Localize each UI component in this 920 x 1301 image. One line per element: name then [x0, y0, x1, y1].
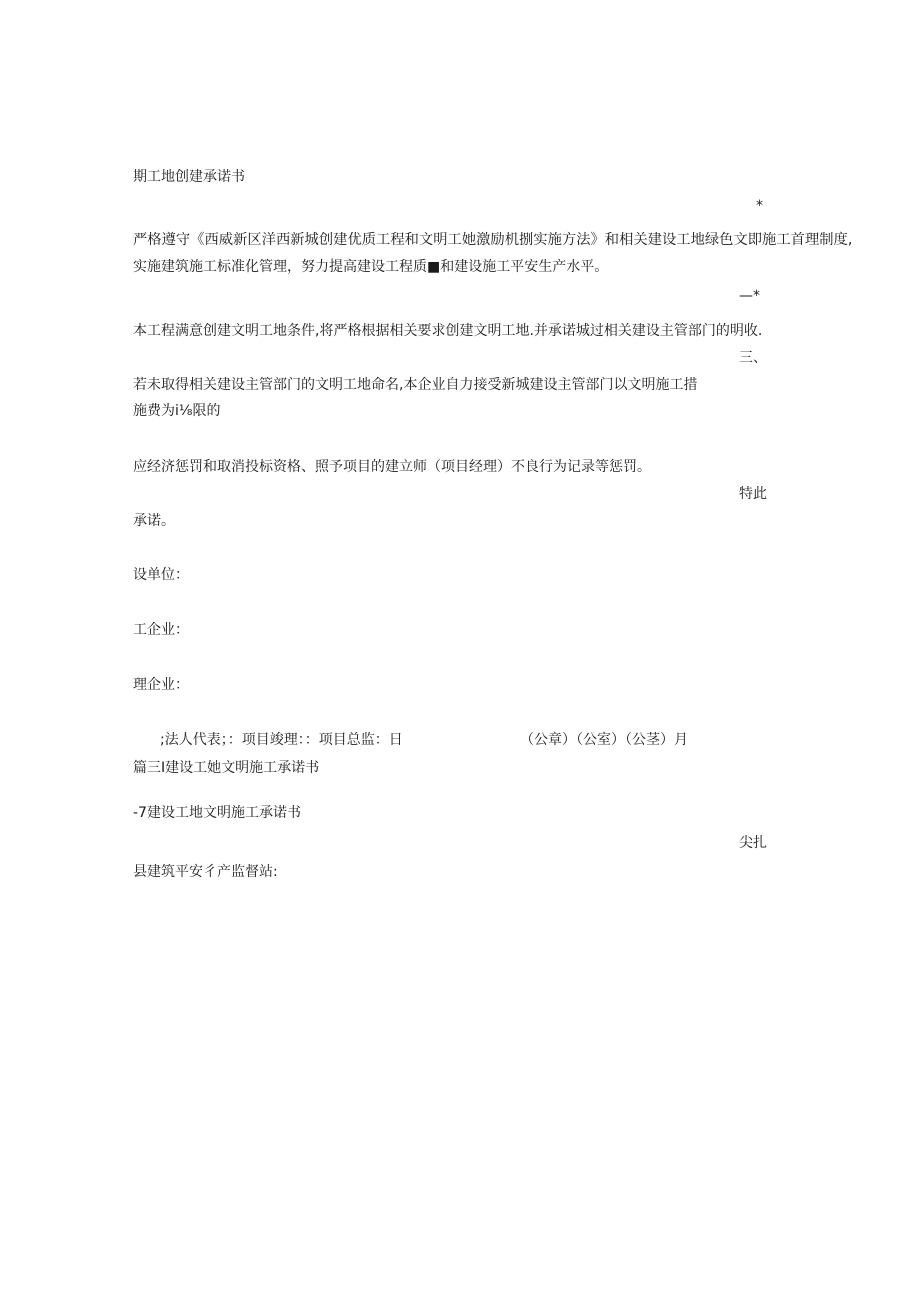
closing-text-2: 承诺。 — [133, 513, 175, 529]
field-label-supervisor: 理企业： — [133, 677, 189, 693]
section-marker-4: 尖扎 — [739, 835, 767, 851]
section-marker-1: * — [756, 198, 763, 214]
paragraph-3-line-2: 施费为i⅛限的 — [133, 403, 221, 419]
paragraph-1-line-1: 严格遵守《西威新区洋西新城创建优质工程和文明工她激励机捌实施方法》和相关建设工地绿色文即施工首理制度, — [133, 232, 853, 248]
paragraph-1-line-2: 实施建筑施工标准化管理，努力提高建设工程质■和建设施工平安生产水平。 — [133, 259, 609, 275]
closing-text-1: 特此 — [739, 486, 767, 502]
addressee-line: 县建筑平安彳产监督站: — [133, 864, 278, 880]
section-marker-3: 三、 — [739, 350, 767, 366]
paragraph-3-line-3: 应经济惩罚和取消投标资格、照予项目的建立师（项目经理）不良行为记录等惩罚。 — [133, 459, 651, 475]
signature-line-right: （公章）（公室）（公茎）月 — [520, 732, 688, 748]
paragraph-2: 本工程满意创建文明工地条件,将严格根据相关要求创建文明工地.并承诺城过相关建设主管部门的明收. — [133, 323, 763, 339]
field-label-builder: 工企业： — [133, 622, 189, 638]
section-3-title: 篇三I建设工她文明施工承诺书 — [133, 760, 320, 776]
paragraph-3-line-1: 若未取得相关建设主管部门的文明工地命名,本企业自力接受新城建设主管部门以文明施工措 — [133, 377, 698, 393]
section-marker-2: —* — [739, 288, 760, 304]
field-label-owner: 设单位： — [133, 567, 189, 583]
section-3-subtitle: -7建设工地文明施工承诺书 — [133, 805, 301, 821]
signature-line-left: ;法人代表；：项目竣理：：项目总监：日 — [160, 732, 403, 748]
document-title: 期工地创建承诺书 — [133, 169, 245, 185]
